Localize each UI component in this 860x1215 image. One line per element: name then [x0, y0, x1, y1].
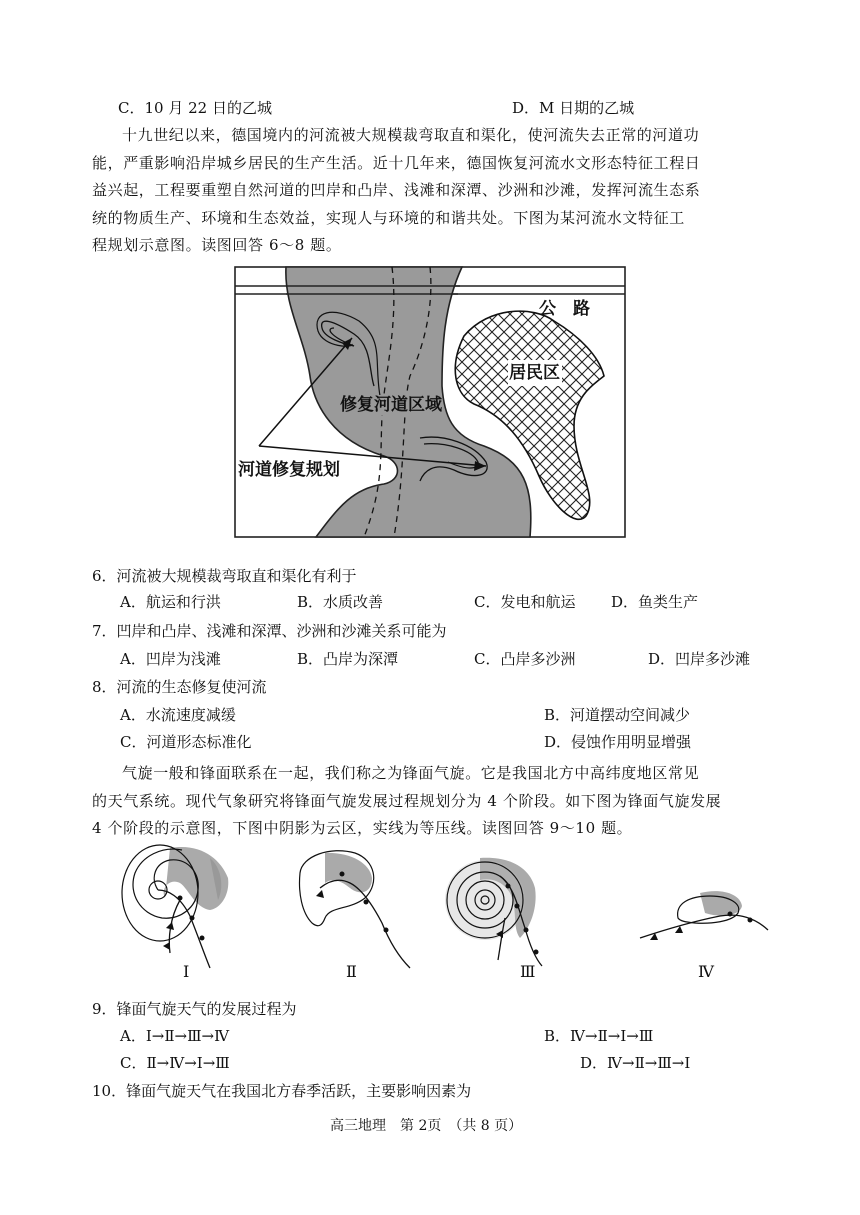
- passage-line: 的天气系统。现代气象研究将锋面气旋发展过程规划分为 4 个阶段。如下图为锋面气旋发展: [92, 791, 722, 810]
- q6-option-c: C．发电和航运: [474, 593, 576, 611]
- q8-stem: 8．河流的生态修复使河流: [92, 678, 267, 696]
- passage-line: 益兴起，工程要重塑自然河道的凹岸和凸岸、浅滩和深潭、沙洲和沙滩，发挥河流生态系: [92, 181, 701, 199]
- q9-stem: 9．锋面气旋天气的发展过程为: [92, 1000, 297, 1018]
- stage-label-3: Ⅲ: [520, 962, 536, 981]
- q7-option-d: D．凹岸多沙滩: [648, 650, 751, 668]
- passage-line: 4 个阶段的示意图，下图中阴影为云区，实线为等压线。读图回答 9～10 题。: [92, 819, 633, 837]
- stage-label-2: Ⅱ: [346, 962, 357, 981]
- q6-option-d: D．鱼类生产: [611, 593, 699, 611]
- cyclone-stages-figure: [110, 838, 780, 986]
- passage-line: 十九世纪以来，德国境内的河流被大规模裁弯取直和渠化，使河流失去正常的河道功: [122, 126, 700, 144]
- stage-label-1: Ⅰ: [183, 962, 190, 981]
- q8-option-d: D．侵蚀作用明显增强: [544, 733, 692, 751]
- passage-river-restoration: [92, 122, 782, 260]
- q10-stem: 10．锋面气旋天气在我国北方春季活跃，主要影响因素为: [92, 1082, 472, 1100]
- q5-option-c: C．10 月 22 日的乙城: [118, 99, 272, 117]
- q8-option-c: C．河道形态标准化: [120, 733, 252, 751]
- passage-line: 能，严重影响沿岸城乡居民的生产生活。近十几年来，德国恢复河流水文形态特征工程日: [92, 153, 701, 172]
- q7-option-b: B．凸岸为深潭: [297, 650, 399, 668]
- q6-option-b: B．水质改善: [297, 593, 384, 611]
- stage-label-4: Ⅳ: [698, 962, 714, 981]
- q6-option-a: A．航运和行洪: [120, 593, 221, 611]
- q7-option-a: A．凹岸为浅滩: [120, 650, 221, 668]
- page-footer: 高三地理 第 2页 （共 8 页）: [330, 1118, 523, 1134]
- residential-label: 居民区: [509, 363, 560, 383]
- repair-area-label: 修复河道区域: [340, 395, 442, 415]
- q9-option-b: B．Ⅳ→Ⅱ→Ⅰ→Ⅲ: [544, 1027, 654, 1045]
- q8-option-a: A．水流速度减缓: [120, 706, 236, 724]
- q5-option-d: D．M 日期的乙城: [512, 99, 635, 117]
- q9-option-a: A．Ⅰ→Ⅱ→Ⅲ→Ⅳ: [120, 1027, 230, 1045]
- passage-line: 程规划示意图。读图回答 6～8 题。: [92, 236, 342, 254]
- passage-line: 统的物质生产、环境和生态效益，实现人与环境的和谐共处。下图为某河流水文特征工: [92, 208, 685, 227]
- q9-option-d: D．Ⅳ→Ⅱ→Ⅲ→Ⅰ: [580, 1054, 691, 1072]
- q6-stem: 6．河流被大规模裁弯取直和渠化有利于: [92, 567, 357, 585]
- passage-frontal-cyclone: [92, 760, 782, 843]
- cyclone-stage-4: [640, 891, 768, 940]
- cyclone-stage-3: [445, 858, 542, 966]
- repair-plan-label: 河道修复规划: [238, 460, 340, 480]
- q7-option-c: C．凸岸多沙洲: [474, 650, 576, 668]
- passage-line: 气旋一般和锋面联系在一起，我们称之为锋面气旋。它是我国北方中高纬度地区常见: [122, 764, 700, 782]
- cyclone-stage-2: [300, 851, 411, 968]
- cyclone-stage-1: [122, 845, 228, 968]
- road-label: 公 路: [539, 299, 590, 319]
- q8-option-b: B．河道摆动空间减少: [544, 706, 691, 724]
- q7-stem: 7．凹岸和凸岸、浅滩和深潭、沙洲和沙滩关系可能为: [92, 622, 447, 640]
- q9-option-c: C．Ⅱ→Ⅳ→Ⅰ→Ⅲ: [120, 1054, 230, 1072]
